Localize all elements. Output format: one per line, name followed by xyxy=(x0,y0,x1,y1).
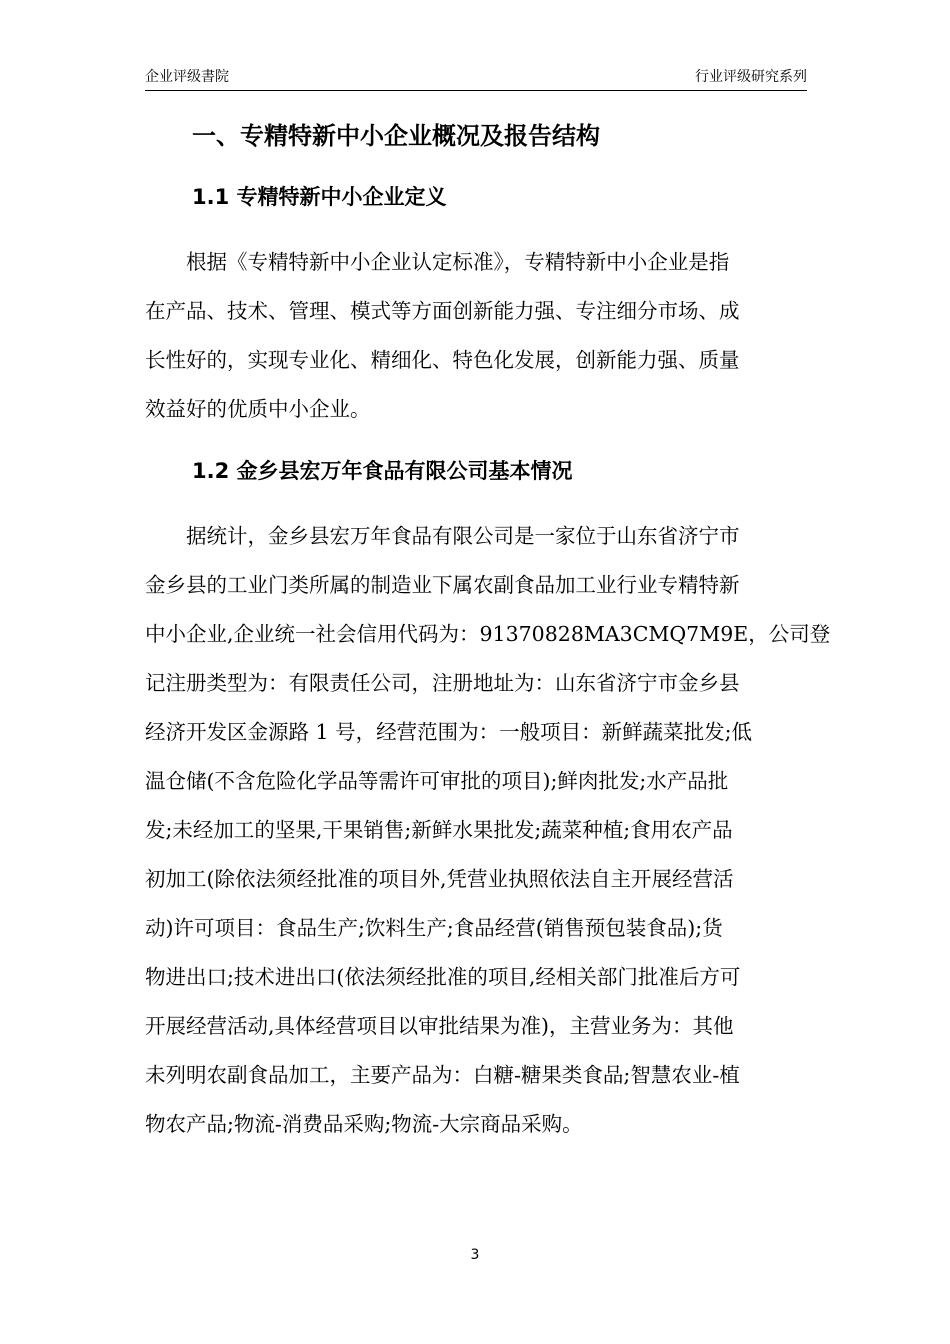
paragraph-line: 发;未经加工的坚果,干果销售;新鲜水果批发;蔬菜种植;食用农产品 xyxy=(145,818,733,842)
paragraph-line: 效益好的优质中小企业。 xyxy=(145,397,371,421)
paragraph-line: 物进出口;技术进出口(依法须经批准的项目,经相关部门批准后方可 xyxy=(145,965,741,989)
header-left-text: 企业评级書院 xyxy=(145,69,229,85)
paragraph-line: 在产品、技术、管理、模式等方面创新能力强、专注细分市场、成 xyxy=(145,299,740,323)
paragraph-line: 据统计，金乡县宏万年食品有限公司是一家位于山东省济宁市 xyxy=(186,524,740,548)
subsection-title-company-info: 1.2 金乡县宏万年食品有限公司基本情况 xyxy=(192,459,573,483)
page-header xyxy=(145,66,807,91)
paragraph-line: 动)许可项目：食品生产;饮料生产;食品经营(销售预包装食品);货 xyxy=(145,916,723,940)
paragraph-line: 温仓储(不含危险化学品等需许可审批的项目);鲜肉批发;水产品批 xyxy=(145,769,729,793)
paragraph-line: 物农产品;物流-消费品采购;物流-大宗商品采购。 xyxy=(145,1112,583,1136)
paragraph-line: 记注册类型为：有限责任公司，注册地址为：山东省济宁市金乡县 xyxy=(145,671,740,695)
paragraph-line: 长性好的，实现专业化、精细化、特色化发展，创新能力强、质量 xyxy=(145,348,740,372)
paragraph-line: 经济开发区金源路 1 号，经营范围为：一般项目：新鲜蔬菜批发;低 xyxy=(145,720,752,744)
paragraph-line: 金乡县的工业门类所属的制造业下属农副食品加工业行业专精特新 xyxy=(145,573,740,597)
subsection-title-definition: 1.1 专精特新中小企业定义 xyxy=(192,185,447,209)
paragraph-line: 中小企业,企业统一社会信用代码为：91370828MA3CMQ7M9E，公司登 xyxy=(145,622,831,646)
page-number: 3 xyxy=(470,1247,480,1263)
paragraph-line: 根据《专精特新中小企业认定标准》，专精特新中小企业是指 xyxy=(186,250,730,274)
paragraph-line: 未列明农副食品加工，主要产品为：白糖-糖果类食品;智慧农业-植 xyxy=(145,1063,740,1087)
paragraph-line: 开展经营活动,具体经营项目以审批结果为准)，主营业务为：其他 xyxy=(145,1014,734,1038)
paragraph-line: 初加工(除依法须经批准的项目外,凭营业执照依法自主开展经营活 xyxy=(145,867,734,891)
company-info-paragraph xyxy=(145,512,830,1149)
section-title: 一、专精特新中小企业概况及报告结构 xyxy=(192,122,600,150)
header-right-text: 行业评级研究系列 xyxy=(695,69,807,85)
definition-paragraph xyxy=(145,238,740,434)
